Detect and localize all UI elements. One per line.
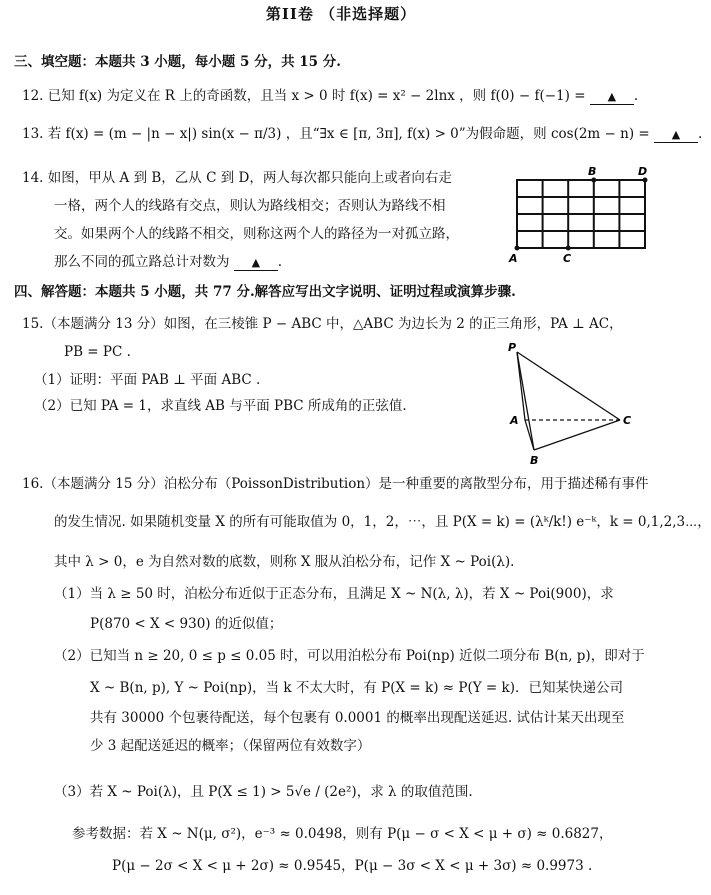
fig-label-b: B	[530, 454, 539, 467]
q15-part-2: （2）已知 PA = 1，求直线 AB 与平面 PBC 所成角的正弦值.	[34, 398, 407, 414]
q16-part-1: （1）当 λ ≥ 50 时，泊松分布近似于正态分布，且满足 X ~ N(λ, λ)，若 X ~ Poi(900)，求	[54, 586, 614, 602]
grid-label-c: C	[563, 252, 572, 265]
fig-label-p: P	[508, 341, 517, 354]
q15-part-1: （1）证明：平面 PAB ⊥ 平面 ABC .	[34, 372, 261, 388]
q12-end: .	[633, 88, 639, 104]
q16-part-1-cont: P(870 < X < 930) 的近似值；	[90, 616, 283, 632]
section-title: 第II卷 （非选择题）	[265, 5, 417, 23]
q15-pyramid-figure	[500, 340, 640, 470]
grid-label-a: A	[509, 252, 518, 265]
q13-text: 13. 若 f(x) = (m − |n − x|) sin(x − π/3) ，且“∃x ∈ [π, 3π], f(x) > 0”为假命题，则 cos(2m − n) =	[22, 126, 650, 142]
q13-end: .	[698, 126, 703, 142]
q15-line-2: PB = PC .	[64, 344, 131, 360]
section4-header: 四、解答题：本题共 5 小题，共 77 分.解答应写出文字说明、证明过程或演算步骤.	[14, 284, 516, 300]
q16-line-2: 的发生情况. 如果随机变量 X 的所有可能取值为 0，1，2，⋯，且 P(X = k) = (λᵏ/k!) e⁻ᵏ，k = 0,1,2,3⋯，	[54, 514, 711, 530]
q12-blank: ▲	[590, 90, 634, 105]
grid-label-b: B	[588, 165, 597, 178]
section3-header: 三、填空题：本题共 3 小题，每小题 5 分，共 15 分.	[14, 54, 341, 70]
q16-reference-1: 参考数据：若 X ~ N(μ, σ²)，e⁻³ ≈ 0.0498，则有 P(μ − σ < X < μ + σ) ≈ 0.6827，	[72, 826, 613, 842]
q16-part-2-cont-3: 少 3 起配送延迟的概率；（保留两位有效数字）	[90, 738, 371, 754]
q14-line-4	[54, 252, 282, 272]
fig-label-c: C	[623, 414, 632, 427]
q16-reference-2: P(μ − 2σ < X < μ + 2σ) ≈ 0.9545，P(μ − 3σ < X < μ + 3σ) ≈ 0.9973 .	[112, 858, 593, 874]
grid-label-d: D	[638, 165, 648, 178]
question-12	[22, 86, 638, 106]
q14-end: .	[277, 254, 283, 270]
q12-text: 12. 已知 f(x) 为定义在 R 上的奇函数，且当 x > 0 时 f(x) = x² − 2lnx ，则 f(0) − f(−1) =	[22, 88, 586, 104]
q16-part-2-cont-2: 共有 30000 个包裹待配送，每个包裹有 0.0001 的概率出现配送延迟. 试估计某天出现至	[90, 710, 625, 726]
q14-line-1: 14. 如图，甲从 A 到 B，乙从 C 到 D，两人每次都只能向上或者向右走	[22, 170, 452, 186]
q14-line-3: 交。如果两个人的线路不相交，则称这两个人的路径为一对孤立路，	[54, 226, 459, 242]
q14-grid-figure	[505, 160, 665, 270]
q16-line-1: 16.（本题满分 15 分）泊松分布（PoissonDistribution）是一种重要的离散型分布，用于描述稀有事件	[22, 476, 649, 492]
question-13	[22, 124, 702, 144]
q16-part-3: （3）若 X ~ Poi(λ)，且 P(X ≤ 1) > 5√e / (2e²)，求 λ 的取值范围.	[54, 784, 473, 800]
q15-line-1: 15.（本题满分 13 分）如图，在三棱锥 P − ABC 中，△ABC 为边长为 2 的正三角形，PA ⊥ AC，	[22, 316, 623, 332]
q16-part-2-cont-1: X ~ B(n, p), Y ~ Poi(np)，当 k 不太大时，有 P(X = k) ≈ P(Y = k)．已知某快递公司	[90, 680, 623, 696]
q14-line-2: 一格，两个人的线路有交点，则认为路线相交；否则认为路线不相	[54, 198, 446, 214]
q16-line-3: 其中 λ > 0，e 为自然对数的底数，则称 X 服从泊松分布，记作 X ~ Poi(λ).	[54, 554, 515, 570]
q14-blank: ▲	[234, 256, 278, 271]
q13-blank: ▲	[654, 128, 698, 143]
q16-part-2: （2）已知当 n ≥ 20, 0 ≤ p ≤ 0.05 时，可以用泊松分布 Poi(np) 近似二项分布 B(n, p)，即对于	[54, 648, 645, 664]
q14-line-4-text: 那么不同的孤立路总计对数为	[54, 254, 230, 270]
fig-label-a: A	[510, 414, 519, 427]
